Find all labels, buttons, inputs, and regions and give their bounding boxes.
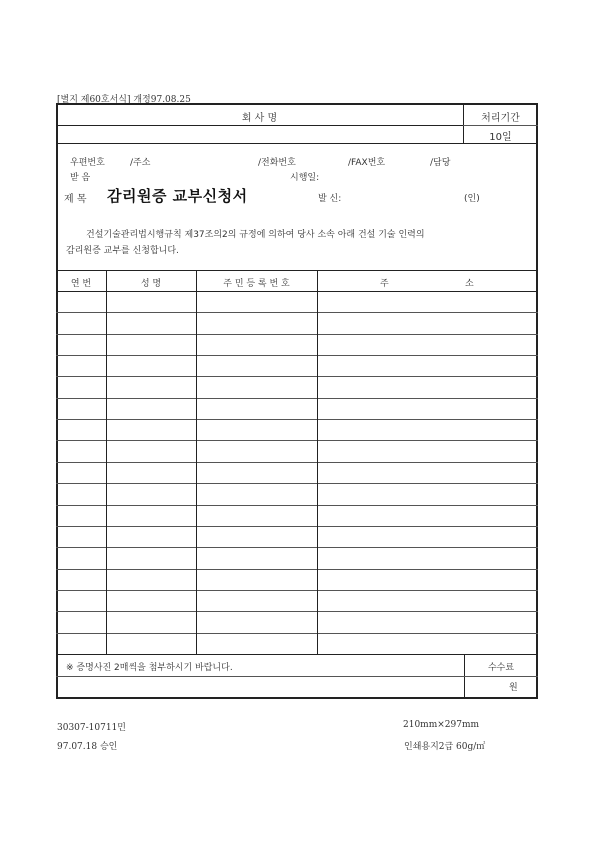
table-column-divider: [317, 270, 318, 654]
table-row-divider: [56, 483, 538, 484]
photo-note: ※ 증명사진 2매씩을 첨부하시기 바랍니다.: [66, 663, 233, 673]
col-header-address-1: 주: [380, 279, 389, 289]
table-row-divider: [56, 355, 538, 356]
seal-mark: (인): [464, 194, 480, 204]
sender-label: 발 신:: [318, 194, 342, 204]
approval-date: 97.07.18 승인: [57, 742, 118, 752]
person-in-charge-label: /담당: [430, 158, 451, 168]
table-row-divider: [56, 312, 538, 313]
table-row-divider: [56, 334, 538, 335]
table-row-divider: [56, 462, 538, 463]
request-text-line2: 감리원증 교부를 신청합니다.: [66, 246, 179, 256]
table-row-divider: [56, 633, 538, 634]
table-row-divider: [56, 590, 538, 591]
col-header-resident-number: 주 민 등 록 번 호: [223, 279, 290, 289]
table-row-divider: [56, 569, 538, 570]
table-row-divider: [56, 376, 538, 377]
form-label: [별지 제60호서식] 개정97.08.25: [57, 95, 191, 105]
table-row-divider: [56, 419, 538, 420]
col-header-address-2: 소: [465, 279, 474, 289]
table-header-border: [56, 291, 538, 292]
processing-period-value: 10일: [489, 132, 512, 143]
table-row-divider: [56, 547, 538, 548]
col-header-number: 연 번: [70, 279, 92, 289]
subject-label: 제 목: [64, 194, 87, 205]
table-row-divider: [56, 505, 538, 506]
fee-unit: 원: [509, 683, 518, 693]
form-number: 30307-10711민: [57, 723, 126, 733]
fax-label: /FAX번호: [348, 158, 386, 168]
table-bottom-border: [56, 654, 538, 655]
table-row-divider: [56, 526, 538, 527]
date-label: 시행일:: [290, 173, 320, 183]
table-top-border: [56, 270, 538, 271]
phone-label: /전화번호: [258, 158, 296, 168]
postal-code-label: 우편번호: [70, 158, 105, 168]
recipient-label: 받 음: [70, 173, 91, 183]
company-name-label: 회 사 명: [241, 113, 278, 124]
table-row-divider: [56, 611, 538, 612]
paper-spec: 인쇄용지2급 60g/㎡: [404, 742, 486, 752]
processing-period-label: 처리기간: [481, 113, 520, 124]
col-header-name: 성 명: [140, 279, 162, 289]
address-label: /주소: [130, 158, 151, 168]
table-row-divider: [56, 398, 538, 399]
paper-size: 210mm×297mm: [403, 720, 480, 730]
note-row-divider: [56, 676, 538, 677]
table-row-divider: [56, 440, 538, 441]
table-column-divider: [106, 270, 107, 654]
fee-label: 수수료: [487, 663, 515, 673]
request-text-line1: 건설기술관리법시행규칙 제37조의2의 규정에 의하여 당사 소속 아래 건설 기술 인력의: [86, 230, 425, 240]
table-column-divider: [196, 270, 197, 654]
document-title: 감리원증 교부신청서: [107, 187, 248, 205]
